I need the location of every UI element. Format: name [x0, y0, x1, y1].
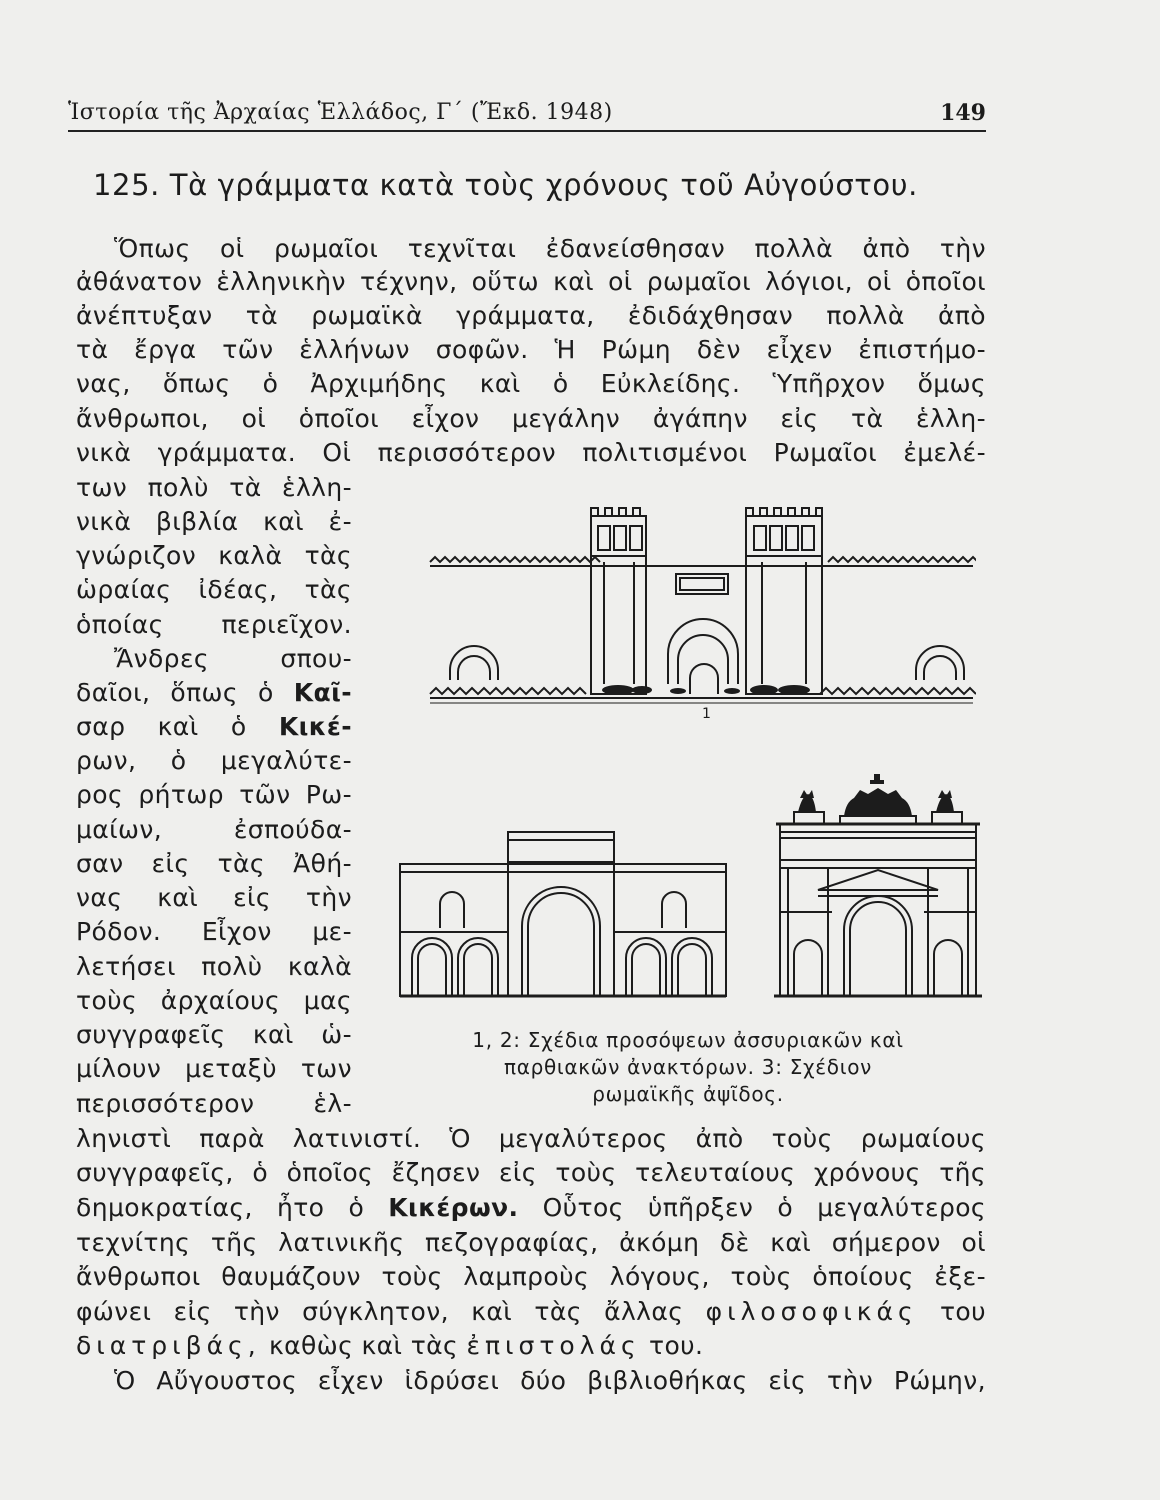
text-line-part: φώνει εἰς τὴν σύγκλητον, καὶ τὰς ἄλλας [76, 1297, 684, 1326]
assyrian-facade-drawing [428, 500, 976, 710]
column-line: ρων, ὁ μεγαλύτε- [76, 746, 352, 775]
page-number: 149 [940, 100, 986, 126]
column-line: συγγραφεῖς καὶ ὡ- [76, 1020, 352, 1049]
column-line: ὡραίας ἰδέας, τὰς [76, 575, 352, 604]
text-line: ἀθάνατον ἑλληνικὴν τέχνην, οὕτω καὶ οἱ ρωμαῖοι λόγιοι, οἱ ὁποῖοι [76, 267, 986, 296]
column-line [76, 678, 352, 708]
running-head-title: Ἱστορία τῆς Ἀρχαίας Ἑλλάδος, Γ΄ (Ἔκδ. 1948) [68, 100, 613, 125]
column-line: τοὺς ἀρχαίους μας [76, 986, 352, 1015]
text-line-part: του. [649, 1331, 704, 1360]
spaced-word: φιλοσοφικάς [705, 1297, 918, 1326]
figure-roman-arch [770, 772, 984, 998]
column-line [76, 712, 352, 742]
text-line: ἄνθρωποι, οἱ ὁποῖοι εἶχον μεγάλην ἀγάπην εἰς τὰ ἑλλη- [76, 404, 986, 433]
column-line: ὁποίας περιεῖχον. [76, 610, 352, 639]
column-line: σαν εἰς τὰς Ἀθή- [76, 849, 352, 878]
column-line-text: δαῖοι, ὅπως ὁ [76, 678, 274, 707]
parthian-facade-drawing [396, 828, 730, 1000]
header-rule [68, 130, 986, 132]
column-line: λετήσει πολὺ καλὰ [76, 952, 352, 981]
text-line: Ὁ Αὔγουστος εἶχεν ἱδρύσει δύο βιβλιοθήκας εἰς τὴν Ρώμην, [114, 1366, 986, 1395]
text-line: νικὰ γράμματα. Οἱ περισσότερον πολιτισμένοι Ρωμαῖοι ἐμελέ- [76, 438, 986, 467]
text-line-part: Οὗτος ὑπῆρξεν ὁ μεγαλύτερος [542, 1193, 986, 1222]
column-line: ρος ρήτωρ τῶν Ρω- [76, 780, 352, 809]
text-line: Ὅπως οἱ ρωμαῖοι τεχνῖται ἐδανείσθησαν πολλὰ ἀπὸ τὴν [114, 234, 986, 263]
column-line: των πολὺ τὰ ἑλλη- [76, 473, 352, 502]
text-line: συγγραφεῖς, ὁ ὁποῖος ἔζησεν εἰς τοὺς τελευταίους χρόνους τῆς [76, 1158, 986, 1187]
figure-caption-line: ρωμαϊκῆς ἀψῖδος. [592, 1082, 784, 1106]
column-line-text: σαρ καὶ ὁ [76, 712, 247, 741]
text-line: τὰ ἔργα τῶν ἑλλήνων σοφῶν. Ἡ Ρώμη δὲν εἶχεν ἐπιστήμο- [76, 335, 986, 364]
column-line: νικὰ βιβλία καὶ ἐ- [76, 507, 352, 536]
figure-assyrian-facade [428, 500, 976, 710]
text-line-part: δημοκρατίας, ἦτο ὁ [76, 1193, 365, 1222]
text-line: νας, ὅπως ὁ Ἀρχιμήδης καὶ ὁ Εὐκλείδης. Ὑπῆρχον ὅμως [76, 369, 986, 398]
section-title: 125. Τὰ γράμματα κατὰ τοὺς χρόνους τοῦ Αὐγούστου. [93, 168, 918, 202]
text-line-part: του [939, 1297, 986, 1326]
column-line: Ἄνδρες σπου- [114, 644, 352, 673]
figure-caption-line: παρθιακῶν ἀνακτόρων. 3: Σχέδιον [503, 1055, 873, 1079]
column-line: Ρόδον. Εἶχον με- [76, 917, 352, 946]
name-kikeron-bold: Κικέρων. [388, 1193, 519, 1222]
text-line: ληνιστὶ παρὰ λατινιστί. Ὁ μεγαλύτερος ἀπὸ τοὺς ρωμαίους [76, 1124, 986, 1153]
column-line: μίλουν μεταξὺ των [76, 1054, 352, 1083]
spaced-word: διατριβάς, [76, 1331, 261, 1360]
roman-arch-drawing [770, 772, 984, 998]
column-line: γνώριζον καλὰ τὰς [76, 541, 352, 570]
text-line [76, 1297, 986, 1327]
text-line [76, 1331, 986, 1361]
column-line: μαίων, ἐσπούδα- [76, 815, 352, 844]
text-line: ἄνθρωποι θαυμάζουν τοὺς λαμπροὺς λόγους, τοὺς ὁποίους ἐξε- [76, 1262, 986, 1291]
name-kaisar: Καῖ- [293, 678, 352, 707]
text-line: ἀνέπτυξαν τὰ ρωμαϊκὰ γράμματα, ἐδιδάχθησαν πολλὰ ἀπὸ [76, 301, 986, 330]
text-line: τεχνίτης τῆς λατινικῆς πεζογραφίας, ἀκόμη δὲ καὶ σήμερον οἱ [76, 1228, 986, 1257]
figure-number-1: 1 [702, 706, 712, 722]
text-line-part: καθὼς καὶ τὰς [269, 1331, 459, 1360]
name-kikeron: Κικέ- [278, 712, 352, 741]
figure-caption-line: 1, 2: Σχέδια προσόψεων ἀσσυριακῶν καὶ [472, 1028, 904, 1052]
column-line: περισσότερον ἑλ- [76, 1089, 352, 1118]
spaced-word: ἐπιστολάς [466, 1331, 641, 1360]
text-line [76, 1193, 986, 1223]
figure-parthian-facade [396, 828, 730, 1000]
column-line: νας καὶ εἰς τὴν [76, 883, 352, 912]
